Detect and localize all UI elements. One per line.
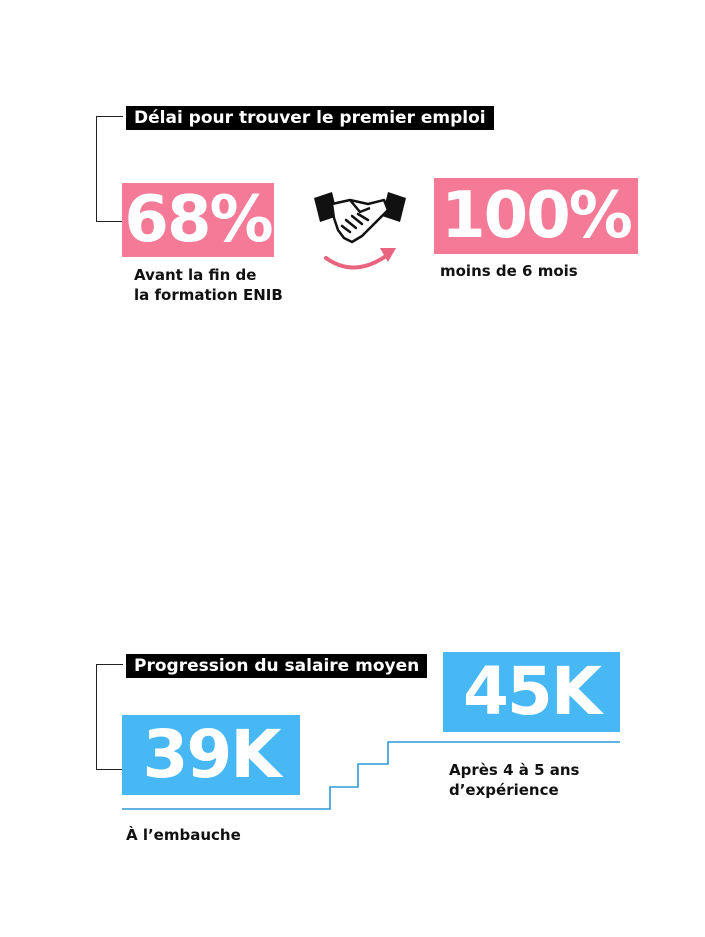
stat-45k: 45K [443,652,620,732]
section1-title: Délai pour trouver le premier emploi [126,106,494,130]
caption-at-hiring: À l’embauche [126,826,241,844]
caption-line: la formation ENIB [134,286,283,304]
caption-after-4-5-years [449,760,579,800]
caption-line: d’expérience [449,781,559,799]
stat-100-percent: 100% [434,178,638,254]
caption-line: Avant la fin de [134,266,257,284]
caption-line: Après 4 à 5 ans [449,761,580,779]
stat-39k: 39K [122,715,300,795]
caption-less-than-6-months: moins de 6 mois [440,262,578,280]
section2-title: Progression du salaire moyen [126,654,427,678]
stat-68-percent: 68% [122,183,274,257]
